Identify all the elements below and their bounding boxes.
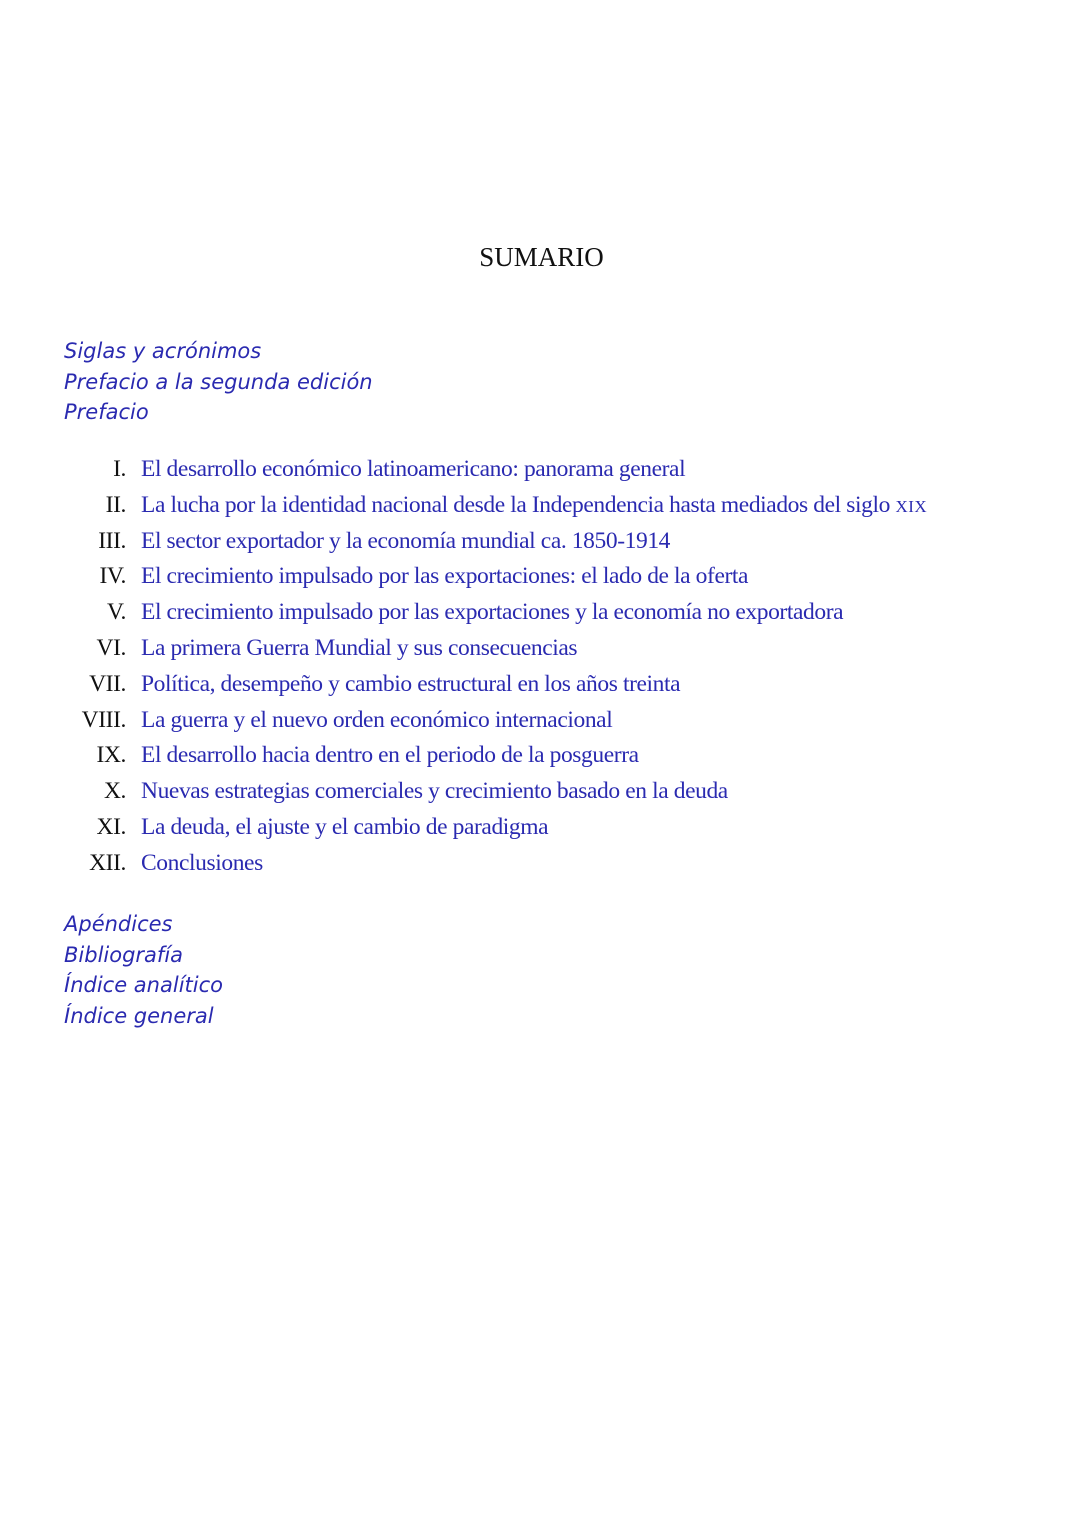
chapter-link[interactable]: El sector exportador y la economía mundial ca. 1850-1914 [141, 527, 671, 554]
chapter-link[interactable] [141, 488, 927, 525]
toc-link-indice-general[interactable]: Índice general [64, 1003, 214, 1028]
chapter-number: X. [103, 778, 126, 805]
chapter-item[interactable] [0, 846, 263, 882]
chapter-item[interactable] [0, 452, 686, 488]
back-matter-list [64, 909, 223, 1031]
chapter-number: XI. [96, 813, 126, 840]
chapter-title: La lucha por la identidad nacional desde la Independencia hasta mediados del siglo [141, 491, 890, 518]
chapter-number: VIII. [81, 706, 126, 733]
chapter-link[interactable]: El desarrollo económico latinoamericano: panorama general [141, 456, 686, 482]
chapter-item[interactable] [0, 774, 728, 810]
chapter-item[interactable] [0, 703, 613, 739]
chapter-list [0, 452, 928, 882]
chapter-link[interactable]: La deuda, el ajuste y el cambio de paradigma [141, 813, 549, 840]
chapter-link[interactable]: El crecimiento impulsado por las exportaciones y la economía no exportadora [141, 599, 844, 626]
chapter-item[interactable] [0, 631, 578, 667]
chapter-number: IV. [99, 563, 126, 590]
toc-link-prefacio[interactable]: Prefacio [64, 400, 149, 424]
chapter-link[interactable]: Política, desempeño y cambio estructural en los años treinta [141, 670, 681, 697]
chapter-item[interactable] [0, 595, 844, 631]
chapter-number: III. [98, 527, 126, 554]
chapter-link[interactable]: Nuevas estrategias comerciales y crecimiento basado en la deuda [141, 778, 728, 805]
toc-link-indice-analitico[interactable]: Índice analítico [64, 973, 223, 997]
chapter-number: IX. [96, 742, 126, 769]
front-matter-list [64, 336, 373, 428]
page-title: SUMARIO [479, 242, 604, 272]
chapter-number: XII. [89, 849, 126, 876]
century-numeral: XIX [895, 496, 928, 516]
chapter-item[interactable] [0, 810, 549, 846]
toc-link-prefacio-segunda-edicion[interactable]: Prefacio a la segunda edición [64, 369, 373, 394]
chapter-number: VI. [96, 634, 126, 661]
toc-link-bibliografia[interactable]: Bibliografía [64, 942, 184, 967]
chapter-number: II. [105, 491, 126, 518]
chapter-number: VII. [89, 670, 126, 697]
chapter-item[interactable] [0, 488, 928, 524]
chapter-number: I. [113, 456, 126, 482]
chapter-item[interactable] [0, 524, 671, 560]
chapter-item[interactable] [0, 738, 639, 774]
chapter-link[interactable]: La guerra y el nuevo orden económico internacional [141, 706, 613, 733]
chapter-link[interactable]: El crecimiento impulsado por las exportaciones: el lado de la oferta [141, 563, 749, 590]
chapter-number: V. [106, 599, 126, 626]
chapter-link[interactable]: La primera Guerra Mundial y sus consecuencias [141, 634, 578, 661]
toc-link-siglas[interactable]: Siglas y acrónimos [64, 339, 262, 363]
chapter-item[interactable] [0, 667, 681, 703]
chapter-link[interactable]: Conclusiones [141, 849, 263, 876]
chapter-item[interactable] [0, 559, 749, 595]
toc-link-apendices[interactable]: Apéndices [64, 912, 173, 936]
chapter-link[interactable]: El desarrollo hacia dentro en el periodo de la posguerra [141, 742, 639, 769]
